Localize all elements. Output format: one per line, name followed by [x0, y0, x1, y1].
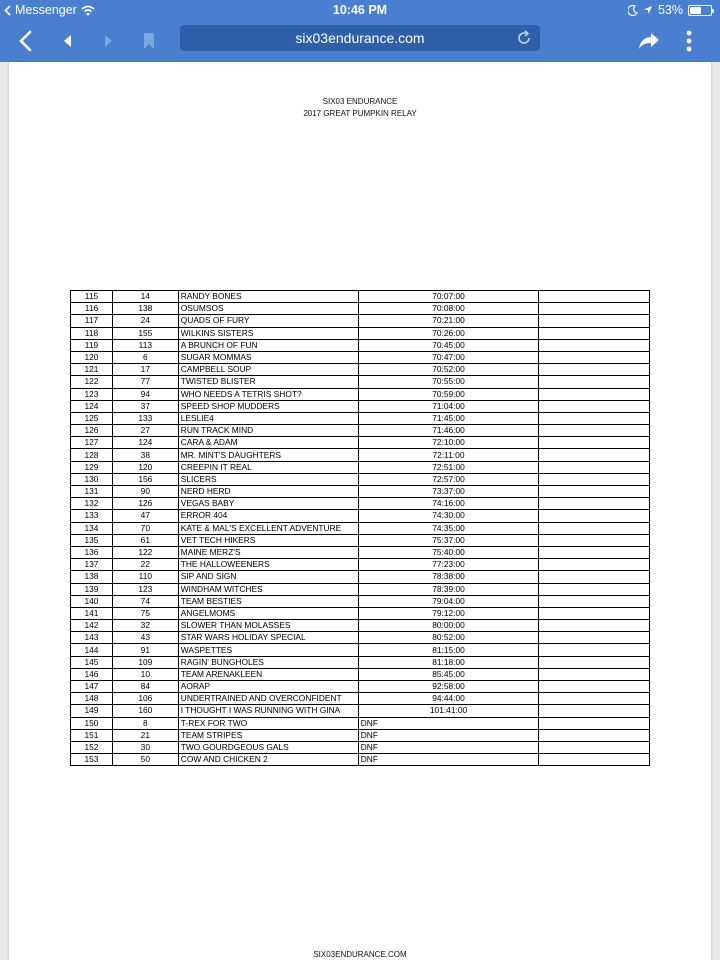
time-cell: DNF: [358, 729, 539, 741]
team-cell: THE HALLOWEENERS: [178, 559, 358, 571]
empty-cell: [539, 449, 650, 461]
place-cell: 153: [71, 754, 113, 766]
table-row: [71, 327, 650, 339]
team-cell: QUADS OF FURY: [178, 315, 358, 327]
place-cell: 131: [71, 486, 113, 498]
place-cell: 127: [71, 437, 113, 449]
empty-cell: [539, 571, 650, 583]
bib-cell: 30: [112, 741, 178, 753]
team-cell: RANDY BONES: [178, 291, 358, 303]
reload-button[interactable]: [514, 28, 534, 48]
empty-cell: [539, 473, 650, 485]
team-cell: SLOWER THAN MOLASSES: [178, 620, 358, 632]
chevron-left-icon: [18, 30, 32, 52]
status-time: 10:46 PM: [332, 3, 388, 17]
time-cell: 77:23:00: [358, 559, 539, 571]
team-cell: SIP AND SIGN: [178, 571, 358, 583]
time-cell: 78:38:00: [358, 571, 539, 583]
place-cell: 146: [71, 668, 113, 680]
time-cell: 72:51:00: [358, 461, 539, 473]
empty-cell: [539, 534, 650, 546]
bib-cell: 75: [112, 607, 178, 619]
place-cell: 135: [71, 534, 113, 546]
place-cell: 129: [71, 461, 113, 473]
team-cell: RAGIN' BUNGHOLES: [178, 656, 358, 668]
bib-cell: 155: [112, 327, 178, 339]
time-cell: 101:41:00: [358, 705, 539, 717]
place-cell: 121: [71, 364, 113, 376]
team-cell: ERROR 404: [178, 510, 358, 522]
bib-cell: 17: [112, 364, 178, 376]
time-cell: 75:37:00: [358, 534, 539, 546]
empty-cell: [539, 559, 650, 571]
table-row: [71, 412, 650, 424]
team-cell: RUN TRACK MIND: [178, 425, 358, 437]
time-cell: 70:52:00: [358, 364, 539, 376]
empty-cell: [539, 607, 650, 619]
table-row: [71, 425, 650, 437]
place-cell: 152: [71, 741, 113, 753]
empty-cell: [539, 741, 650, 753]
time-cell: 70:21:00: [358, 315, 539, 327]
time-cell: 70:59:00: [358, 388, 539, 400]
place-cell: 151: [71, 729, 113, 741]
table-row: [71, 303, 650, 315]
table-row: [71, 705, 650, 717]
place-cell: 142: [71, 620, 113, 632]
table-row: [71, 351, 650, 363]
empty-cell: [539, 693, 650, 705]
time-cell: 72:11:00: [358, 449, 539, 461]
time-cell: 70:08:00: [358, 303, 539, 315]
team-cell: CAMPBELL SOUP: [178, 364, 358, 376]
team-cell: A BRUNCH OF FUN: [178, 339, 358, 351]
reload-icon: [514, 28, 534, 48]
place-cell: 137: [71, 559, 113, 571]
time-cell: 81:15:00: [358, 644, 539, 656]
empty-cell: [539, 668, 650, 680]
empty-cell: [539, 388, 650, 400]
table-row: [71, 729, 650, 741]
time-cell: 79:04:00: [358, 595, 539, 607]
time-cell: 74:35:00: [358, 522, 539, 534]
team-cell: TEAM ARENAKLEEN: [178, 668, 358, 680]
table-row: [71, 681, 650, 693]
table-row: [71, 498, 650, 510]
place-cell: 149: [71, 705, 113, 717]
empty-cell: [539, 754, 650, 766]
time-cell: 70:45:00: [358, 339, 539, 351]
table-row: [71, 717, 650, 729]
place-cell: 119: [71, 339, 113, 351]
place-cell: 138: [71, 571, 113, 583]
team-cell: KATE & MAL'S EXCELLENT ADVENTURE: [178, 522, 358, 534]
place-cell: 140: [71, 595, 113, 607]
empty-cell: [539, 412, 650, 424]
team-cell: SUGAR MOMMAS: [178, 351, 358, 363]
team-cell: TEAM STRIPES: [178, 729, 358, 741]
table-row: [71, 461, 650, 473]
table-row: [71, 315, 650, 327]
place-cell: 124: [71, 400, 113, 412]
empty-cell: [539, 303, 650, 315]
time-cell: 73:37:00: [358, 486, 539, 498]
time-cell: 72:57:00: [358, 473, 539, 485]
team-cell: SPEED SHOP MUDDERS: [178, 400, 358, 412]
time-cell: 94:44:00: [358, 693, 539, 705]
bib-cell: 14: [112, 291, 178, 303]
empty-cell: [539, 510, 650, 522]
bib-cell: 156: [112, 473, 178, 485]
time-cell: 78:39:00: [358, 583, 539, 595]
share-button[interactable]: [634, 26, 664, 56]
team-cell: TWO GOURDGEOUS GALS: [178, 741, 358, 753]
forward-arrow-icon: [104, 34, 114, 48]
event-title: 2017 GREAT PUMPKIN RELAY: [303, 109, 417, 118]
empty-cell: [539, 522, 650, 534]
time-cell: 74:30:00: [358, 510, 539, 522]
table-row: [71, 534, 650, 546]
place-cell: 130: [71, 473, 113, 485]
empty-cell: [539, 425, 650, 437]
table-row: [71, 449, 650, 461]
bib-cell: 6: [112, 351, 178, 363]
bib-cell: 124: [112, 437, 178, 449]
bib-cell: 133: [112, 412, 178, 424]
bib-cell: 24: [112, 315, 178, 327]
time-cell: 92:58:00: [358, 681, 539, 693]
battery-icon: [688, 5, 712, 16]
place-cell: 133: [71, 510, 113, 522]
document-header: [9, 96, 711, 120]
time-cell: 80:00:00: [358, 620, 539, 632]
time-cell: 70:55:00: [358, 376, 539, 388]
team-cell: WILKINS SISTERS: [178, 327, 358, 339]
more-options-button[interactable]: [674, 26, 704, 56]
table-row: [71, 522, 650, 534]
bib-cell: 70: [112, 522, 178, 534]
bib-cell: 38: [112, 449, 178, 461]
table-row: [71, 693, 650, 705]
bib-cell: 122: [112, 546, 178, 558]
place-cell: 126: [71, 425, 113, 437]
empty-cell: [539, 632, 650, 644]
table-row: [71, 437, 650, 449]
time-cell: 72:10:00: [358, 437, 539, 449]
team-cell: LESLIE4: [178, 412, 358, 424]
place-cell: 150: [71, 717, 113, 729]
results-table: [70, 290, 650, 766]
table-row: [71, 741, 650, 753]
empty-cell: [539, 437, 650, 449]
empty-cell: [539, 681, 650, 693]
team-cell: STAR WARS HOLIDAY SPECIAL: [178, 632, 358, 644]
empty-cell: [539, 327, 650, 339]
back-app-label: Messenger: [15, 3, 77, 17]
bib-cell: 21: [112, 729, 178, 741]
bookmark-button[interactable]: [134, 26, 164, 56]
empty-cell: [539, 461, 650, 473]
empty-cell: [539, 656, 650, 668]
empty-cell: [539, 315, 650, 327]
url-text: six03endurance.com: [295, 30, 425, 46]
team-cell: SLICERS: [178, 473, 358, 485]
table-row: [71, 364, 650, 376]
empty-cell: [539, 644, 650, 656]
team-cell: UNDERTRAINED AND OVERCONFIDENT: [178, 693, 358, 705]
empty-cell: [539, 595, 650, 607]
address-bar[interactable]: [180, 25, 540, 51]
bib-cell: 138: [112, 303, 178, 315]
share-arrow-icon: [638, 32, 660, 50]
team-cell: AORAP: [178, 681, 358, 693]
empty-cell: [539, 351, 650, 363]
time-cell: 70:47:00: [358, 351, 539, 363]
place-cell: 136: [71, 546, 113, 558]
bib-cell: 74: [112, 595, 178, 607]
location-icon: [643, 5, 653, 15]
document-page: [9, 62, 711, 960]
table-row: [71, 583, 650, 595]
place-cell: 132: [71, 498, 113, 510]
team-cell: I THOUGHT I WAS RUNNING WITH GINA: [178, 705, 358, 717]
table-row: [71, 571, 650, 583]
table-row: [71, 291, 650, 303]
table-row: [71, 607, 650, 619]
table-row: [71, 644, 650, 656]
team-cell: WINDHAM WITCHES: [178, 583, 358, 595]
bib-cell: 22: [112, 559, 178, 571]
table-row: [71, 400, 650, 412]
empty-cell: [539, 376, 650, 388]
table-row: [71, 388, 650, 400]
battery-percent: 53%: [657, 3, 683, 17]
table-row: [71, 510, 650, 522]
team-cell: T-REX FOR TWO: [178, 717, 358, 729]
table-row: [71, 620, 650, 632]
bib-cell: 37: [112, 400, 178, 412]
time-cell: DNF: [358, 754, 539, 766]
document-footer: SIX03ENDURANCE.COM: [313, 950, 407, 959]
table-row: [71, 668, 650, 680]
empty-cell: [539, 400, 650, 412]
time-cell: 71:04:00: [358, 400, 539, 412]
place-cell: 139: [71, 583, 113, 595]
table-row: [71, 559, 650, 571]
back-arrow-icon: [62, 34, 72, 48]
back-button[interactable]: [52, 26, 82, 56]
table-row: [71, 595, 650, 607]
bib-cell: 91: [112, 644, 178, 656]
bib-cell: 160: [112, 705, 178, 717]
place-cell: 143: [71, 632, 113, 644]
time-cell: DNF: [358, 741, 539, 753]
org-title: SIX03 ENDURANCE: [322, 97, 398, 106]
team-cell: VET TECH HIKERS: [178, 534, 358, 546]
place-cell: 116: [71, 303, 113, 315]
team-cell: COW AND CHICKEN 2: [178, 754, 358, 766]
bib-cell: 27: [112, 425, 178, 437]
bib-cell: 120: [112, 461, 178, 473]
bib-cell: 109: [112, 656, 178, 668]
place-cell: 144: [71, 644, 113, 656]
team-cell: TEAM BESTIES: [178, 595, 358, 607]
team-cell: MAINE MERZ'S: [178, 546, 358, 558]
bib-cell: 10: [112, 668, 178, 680]
empty-cell: [539, 546, 650, 558]
place-cell: 134: [71, 522, 113, 534]
team-cell: VEGAS BABY: [178, 498, 358, 510]
time-cell: 81:18:00: [358, 656, 539, 668]
empty-cell: [539, 583, 650, 595]
place-cell: 120: [71, 351, 113, 363]
bib-cell: 32: [112, 620, 178, 632]
empty-cell: [539, 339, 650, 351]
bib-cell: 123: [112, 583, 178, 595]
table-row: [71, 376, 650, 388]
bookmark-icon: [143, 32, 155, 50]
place-cell: 117: [71, 315, 113, 327]
place-cell: 147: [71, 681, 113, 693]
bib-cell: 84: [112, 681, 178, 693]
bib-cell: 94: [112, 388, 178, 400]
bib-cell: 47: [112, 510, 178, 522]
bib-cell: 77: [112, 376, 178, 388]
time-cell: 74:16:00: [358, 498, 539, 510]
place-cell: 128: [71, 449, 113, 461]
team-cell: WHO NEEDS A TETRIS SHOT?: [178, 388, 358, 400]
bib-cell: 61: [112, 534, 178, 546]
time-cell: 75:40:00: [358, 546, 539, 558]
place-cell: 122: [71, 376, 113, 388]
bib-cell: 126: [112, 498, 178, 510]
place-cell: 125: [71, 412, 113, 424]
close-reader-button[interactable]: [10, 26, 40, 56]
empty-cell: [539, 620, 650, 632]
team-cell: CARA & ADAM: [178, 437, 358, 449]
bib-cell: 110: [112, 571, 178, 583]
team-cell: TWISTED BLISTER: [178, 376, 358, 388]
table-row: [71, 656, 650, 668]
team-cell: MR. MINT'S DAUGHTERS: [178, 449, 358, 461]
team-cell: NERD HERD: [178, 486, 358, 498]
bib-cell: 90: [112, 486, 178, 498]
bib-cell: 113: [112, 339, 178, 351]
empty-cell: [539, 729, 650, 741]
empty-cell: [539, 498, 650, 510]
table-row: [71, 339, 650, 351]
empty-cell: [539, 486, 650, 498]
time-cell: 85:45:00: [358, 668, 539, 680]
bib-cell: 43: [112, 632, 178, 644]
bib-cell: 50: [112, 754, 178, 766]
forward-button[interactable]: [94, 26, 124, 56]
empty-cell: [539, 364, 650, 376]
table-row: [71, 632, 650, 644]
status-bar: [0, 0, 720, 20]
vertical-dots-icon: [686, 30, 692, 52]
place-cell: 148: [71, 693, 113, 705]
time-cell: 71:45:00: [358, 412, 539, 424]
bib-cell: 8: [112, 717, 178, 729]
bib-cell: 106: [112, 693, 178, 705]
place-cell: 118: [71, 327, 113, 339]
place-cell: 145: [71, 656, 113, 668]
place-cell: 115: [71, 291, 113, 303]
time-cell: 79:12:00: [358, 607, 539, 619]
team-cell: ANGELMOMS: [178, 607, 358, 619]
table-row: [71, 546, 650, 558]
table-row: [71, 754, 650, 766]
time-cell: 70:26:00: [358, 327, 539, 339]
team-cell: OSUMSOS: [178, 303, 358, 315]
empty-cell: [539, 291, 650, 303]
empty-cell: [539, 717, 650, 729]
time-cell: 80:52:00: [358, 632, 539, 644]
table-row: [71, 473, 650, 485]
time-cell: 70:07:00: [358, 291, 539, 303]
table-row: [71, 486, 650, 498]
time-cell: 71:46:00: [358, 425, 539, 437]
team-cell: CREEPIN IT REAL: [178, 461, 358, 473]
team-cell: WASPETTES: [178, 644, 358, 656]
time-cell: DNF: [358, 717, 539, 729]
empty-cell: [539, 705, 650, 717]
moon-icon: [628, 5, 638, 16]
place-cell: 123: [71, 388, 113, 400]
place-cell: 141: [71, 607, 113, 619]
